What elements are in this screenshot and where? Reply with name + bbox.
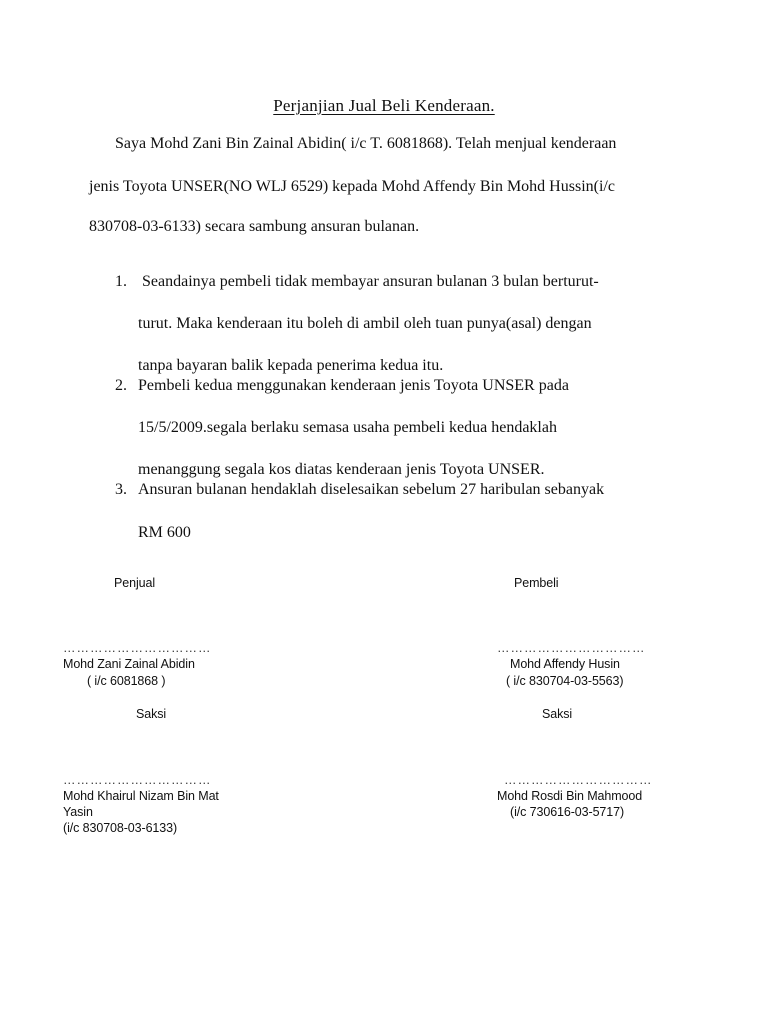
document-title: Perjanjian Jual Beli Kenderaan. [273, 96, 495, 115]
item-2-line-1: Pembeli kedua menggunakan kenderaan jenis Toyota UNSER pada [138, 377, 569, 394]
witness-right-name: Mohd Rosdi Bin Mahmood [497, 789, 643, 803]
item-2-line-2: 15/5/2009.segala berlaku semasa usaha pembeli kedua hendaklah [138, 419, 557, 436]
witness-right-signature-line: …………………………… [504, 773, 653, 787]
buyer-ic: ( i/c 830704-03-5563) [506, 674, 624, 688]
witness-left-name-line-1: Mohd Khairul Nizam Bin Mat [63, 789, 219, 803]
item-1-line-2: turut. Maka kenderaan itu boleh di ambil oleh tuan punya(asal) dengan [138, 315, 592, 332]
item-3-line-2: RM 600 [138, 524, 191, 541]
seller-role-label: Penjual [114, 576, 155, 590]
buyer-role-label: Pembeli [514, 576, 559, 590]
item-3-number: 3. [115, 481, 127, 498]
seller-signature-line: …………………………… [63, 641, 212, 655]
seller-name: Mohd Zani Zainal Abidin [63, 657, 195, 671]
item-2-line-3: menanggung segala kos diatas kenderaan jenis Toyota UNSER. [138, 461, 545, 478]
item-1-line-3: tanpa bayaran balik kepada penerima kedua itu. [138, 357, 444, 374]
item-3-line-1: Ansuran bulanan hendaklah diselesaikan sebelum 27 haribulan sebanyak [138, 481, 605, 498]
witness-left-ic: (i/c 830708-03-6133) [63, 821, 178, 835]
witness-left-role-label: Saksi [136, 707, 167, 721]
seller-ic: ( i/c 6081868 ) [87, 674, 166, 688]
intro-line-3: 830708-03-6133) secara sambung ansuran bulanan. [89, 218, 420, 235]
witness-left-signature-line: …………………………… [63, 773, 212, 787]
buyer-signature-line: …………………………… [497, 641, 646, 655]
buyer-name: Mohd Affendy Husin [510, 657, 620, 671]
witness-right-ic: (i/c 730616-03-5717) [510, 805, 625, 819]
intro-line-1: Saya Mohd Zani Bin Zainal Abidin( i/c T. 6081868). Telah menjual kenderaan [115, 135, 617, 152]
witness-left-name-line-2: Yasin [63, 805, 93, 819]
intro-line-2: jenis Toyota UNSER(NO WLJ 6529) kepada Mohd Affendy Bin Mohd Hussin(i/c [89, 178, 615, 195]
witness-right-role-label: Saksi [542, 707, 573, 721]
item-1-line-1: Seandainya pembeli tidak membayar ansuran bulanan 3 bulan berturut- [138, 273, 599, 290]
item-1-number: 1. [115, 273, 127, 290]
item-2-number: 2. [115, 377, 127, 394]
